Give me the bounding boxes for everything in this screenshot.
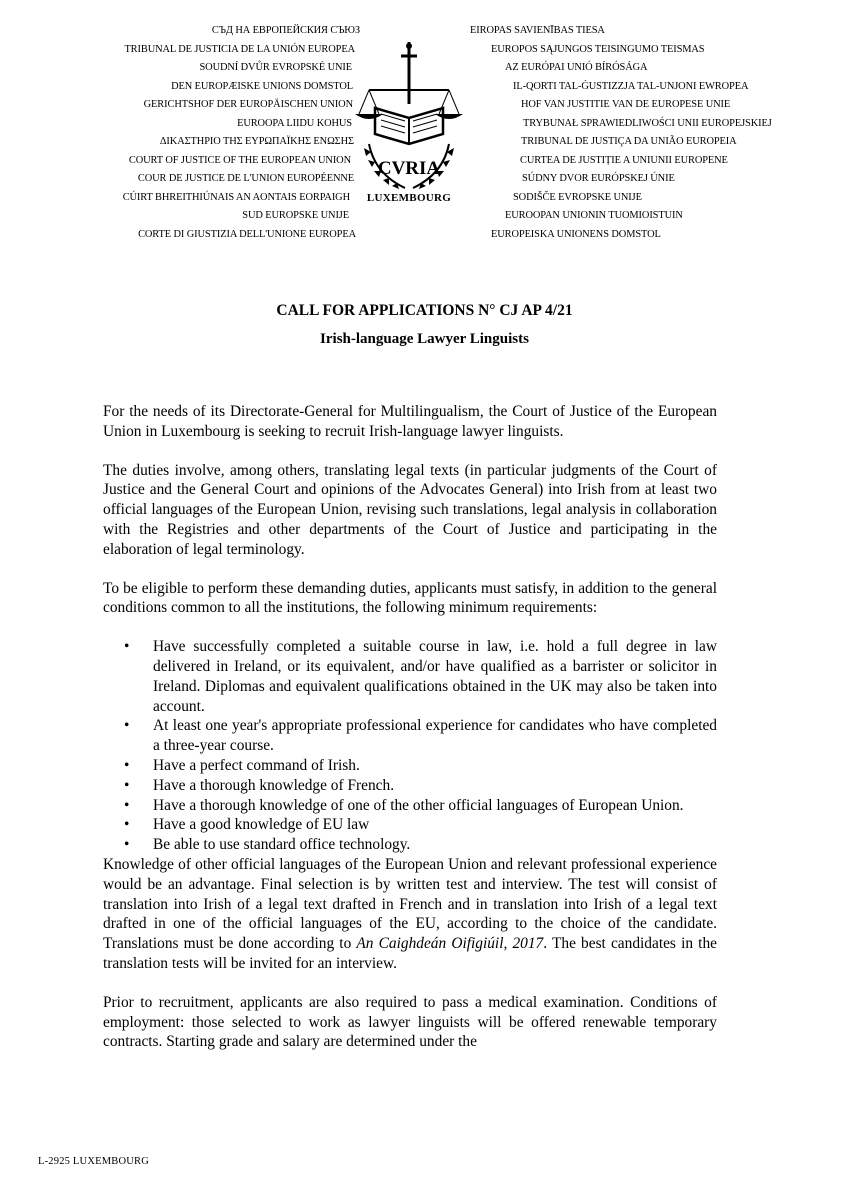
list-item: • Have a thorough knowledge of one of the other official languages of European Union. <box>153 796 717 816</box>
court-name: TRYBUNAŁ SPRAWIEDLIWOŚCI UNII EUROPEJSKIEJ <box>523 117 772 129</box>
court-name: GERICHTSHOF DER EUROPÄISCHEN UNION <box>143 99 353 110</box>
emblem-text: CVRIA <box>377 158 441 179</box>
court-name: EUROOPAN UNIONIN TUOMIOISTUIN <box>505 210 683 221</box>
paragraph-duties: The duties involve, among others, translating legal texts (in particular judgments of the Court of Justice and the General Court and opinions of the Advocates General) into Irish from at least two official languages of the European Union, revising such translations, legal analysis in collaboration with the Registries and other departments of the Court of Justice and participating in the elaboration of legal terminology. <box>103 461 717 558</box>
court-name: ΔΙΚΑΣΤΗΡΙΟ ΤΗΣ ΕΥΡΩΠΑΪΚΗΣ ΕΝΩΣΗΣ <box>159 136 354 147</box>
list-item: • Have a thorough knowledge of French. <box>153 776 717 796</box>
court-name: CÚIRT BHREITHIÚNAIS AN AONTAIS EORPAIGH <box>122 191 350 203</box>
court-name: CURTEA DE JUSTIȚIE A UNIUNII EUROPENE <box>520 154 728 166</box>
court-names-right <box>470 22 840 244</box>
court-name: SÚDNY DVOR EURÓPSKEJ ÚNIE <box>522 173 675 184</box>
city-label: LUXEMBOURG <box>366 192 452 204</box>
footer-address: L-2925 LUXEMBOURG <box>38 1156 150 1167</box>
court-name: СЪД НА ЕВРОПЕЙСКИЯ СЪЮЗ <box>211 25 360 36</box>
court-name: COUR DE JUSTICE DE L'UNION EUROPÉENNE <box>137 173 354 184</box>
curia-emblem-icon <box>345 42 473 192</box>
paragraph-recruitment: Prior to recruitment, applicants are also required to pass a medical examination. Conditions of employment: those selected to work as lawyer linguists will be offered renewable temporary contracts. Starting grade and salary are determined under the <box>103 993 717 1051</box>
court-name: AZ EURÓPAI UNIÓ BÍRÓSÁGA <box>505 62 648 73</box>
requirements-list <box>103 637 717 855</box>
letterhead <box>0 22 849 240</box>
list-item: • Have successfully completed a suitable course in law, i.e. hold a full degree in law delivered in Ireland, or its equivalent, and/or have qualified as a barrister or solicitor in Ireland. Diplomas and equivalent qualifications obtained in the UK may also be taken into account. <box>153 637 717 716</box>
selection-text-end: . The best candidates in the translation tests will be invited for an interview. <box>103 935 717 972</box>
court-name: EIROPAS SAVIENĪBAS TIESA <box>470 25 605 36</box>
list-item: • Be able to use standard office technology. <box>153 835 717 855</box>
court-name: TRIBUNAL DE JUSTIÇA DA UNIÃO EUROPEIA <box>521 136 737 147</box>
selection-text: Knowledge of other official languages of the European Union and relevant professional experience would be an advantage. Final selection is by written test and interview. The test will consist of translation into Irish of a legal text drafted in French and in translation into Irish of a legal text drafted in one of the official languages of the EU, according to the choice of the candidate. Translations must be done according to <box>103 855 717 953</box>
paragraph-eligibility: To be eligible to perform these demanding duties, applicants must satisfy, in addition to the general conditions common to all the institutions, the following minimum requirements: <box>103 579 717 617</box>
document-title: CALL FOR APPLICATIONS N° CJ AP 4/21 <box>276 302 573 319</box>
list-item: • At least one year's appropriate professional experience for candidates who have completed a three-year course. <box>153 716 717 756</box>
document-subtitle: Irish-language Lawyer Linguists <box>320 331 529 347</box>
paragraph-selection <box>103 855 717 974</box>
list-item: • Have a good knowledge of EU law <box>153 815 717 835</box>
paragraph-intro: For the needs of its Directorate-General for Multilingualism, the Court of Justice of the European Union in Luxembourg is seeking to recruit Irish-language lawyer linguists. <box>103 403 717 440</box>
court-name: SUD EUROPSKE UNIJE <box>242 210 349 221</box>
court-name: EUROPEISKA UNIONENS DOMSTOL <box>491 228 661 240</box>
court-names-left <box>20 22 360 244</box>
court-name: HOF VAN JUSTITIE VAN DE EUROPESE UNIE <box>521 99 731 110</box>
court-name: TRIBUNAL DE JUSTICIA DE LA UNIÓN EUROPEA <box>124 43 355 55</box>
document-body <box>103 402 717 1071</box>
court-name: CORTE DI GIUSTIZIA DELL'UNIONE EUROPEA <box>138 228 356 240</box>
court-name: SODIŠČE EVROPSKE UNIJE <box>513 191 642 203</box>
court-name: IL-QORTI TAL-ĠUSTIZZJA TAL-UNJONI EWROPEA <box>513 80 749 92</box>
court-name: DEN EUROPÆISKE UNIONS DOMSTOL <box>171 80 353 92</box>
court-name: COURT OF JUSTICE OF THE EUROPEAN UNION <box>128 154 351 166</box>
standard-reference: An Caighdeán Oifigiúil, 2017 <box>356 935 544 953</box>
court-name: EUROOPA LIIDU KOHUS <box>237 117 352 129</box>
court-name: EUROPOS SĄJUNGOS TEISINGUMO TEISMAS <box>491 43 705 55</box>
court-name: SOUDNÍ DVŮR EVROPSKÉ UNIE <box>199 62 352 73</box>
list-item: • Have a perfect command of Irish. <box>153 756 717 776</box>
